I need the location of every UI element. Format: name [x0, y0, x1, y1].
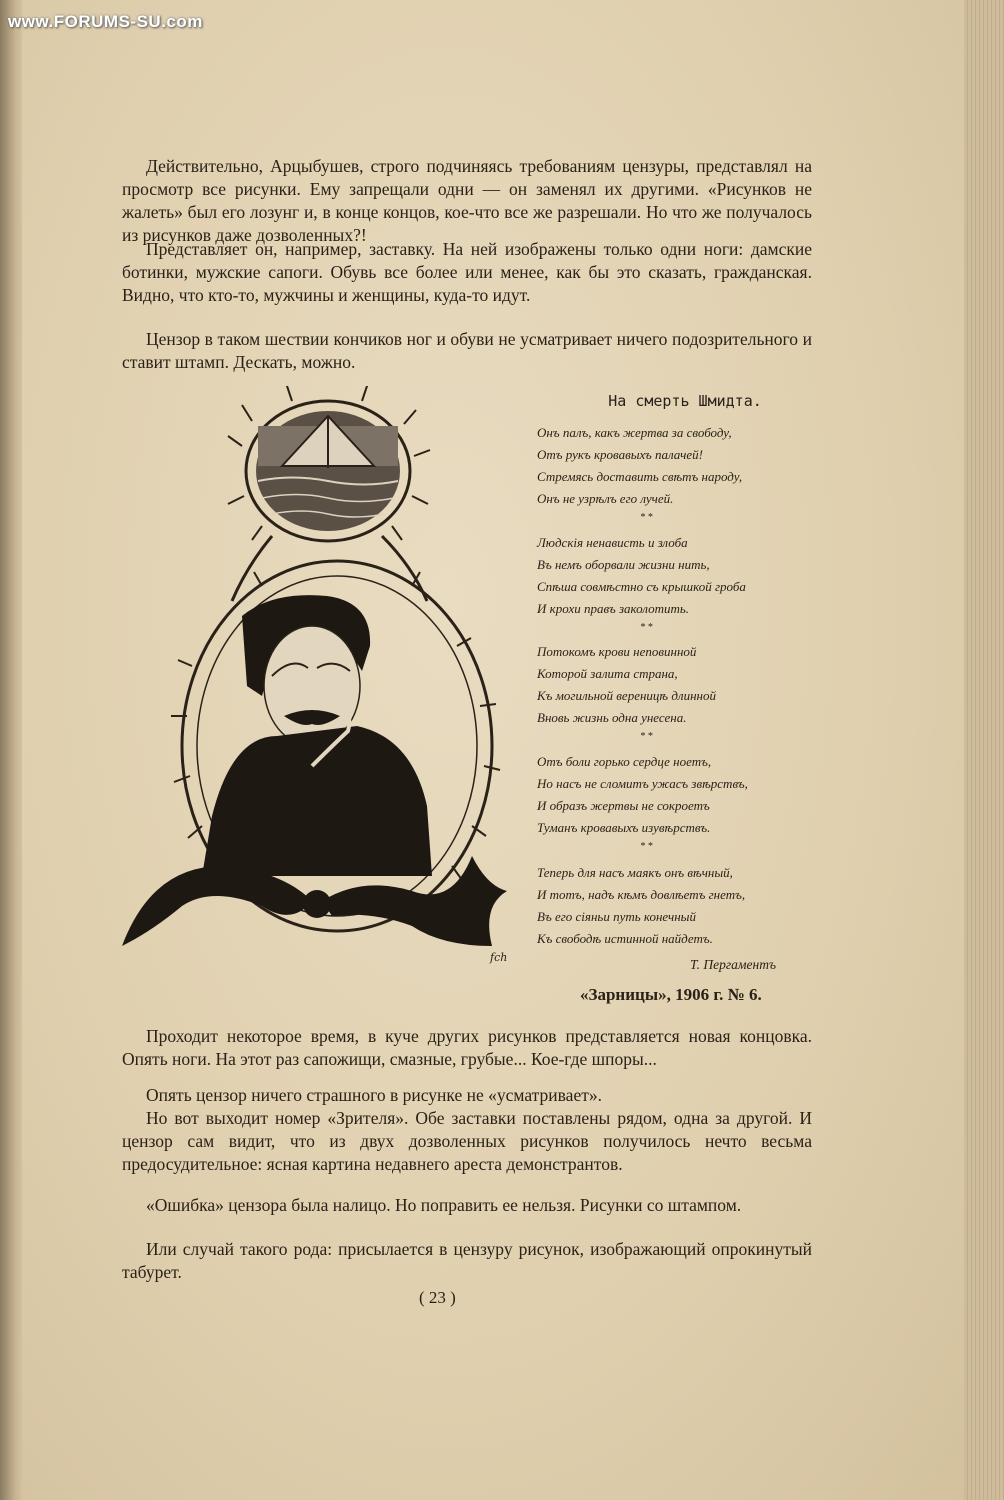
stanza-separator: * *: [640, 512, 653, 523]
poem-line: Отъ рукъ кровавыхъ палачей!: [537, 447, 703, 462]
poem-line: Туманъ кровавыхъ изувѣрствъ.: [537, 820, 711, 835]
poem-line: Теперь для насъ маякъ онъ вѣчный,: [537, 865, 733, 880]
poem-line: Которой залита страна,: [537, 666, 678, 681]
poem-line: Но насъ не сломитъ ужасъ звѣрствъ,: [537, 776, 748, 791]
poem-line: Въ его сіяньи путь конечный: [537, 909, 696, 924]
poem-stanza-1: [537, 422, 827, 510]
stanza-separator: * *: [640, 731, 653, 742]
ship-medallion: [228, 386, 430, 541]
stanza-separator: * *: [640, 841, 653, 852]
poem-line: Къ свободѣ истинной найдетъ.: [537, 931, 713, 946]
poem-line: Вновь жизнь одна унесена.: [537, 710, 687, 725]
poem-stanza-4: [537, 751, 827, 839]
paragraph-2: Представляет он, например, заставку. На ней изображены только одни ноги: дамские ботинки, мужские сапоги. Обувь все более или менее, как бы это сказать, гражданская. Видно, что кто-то, мужчины и женщины, куда-то идут.: [122, 239, 812, 305]
poem-line: Стремясь доставить свѣтъ народу,: [537, 469, 743, 484]
page-edges: [964, 0, 1004, 1500]
poem-title: На смерть Шмидта.: [608, 392, 762, 410]
site-watermark: www.FORUMS-SU.com: [8, 12, 203, 31]
poem-line: Потокомъ крови неповинной: [537, 644, 697, 659]
portrait-figure: [202, 595, 432, 876]
page-number: ( 23 ): [419, 1288, 456, 1307]
poem-line: И крохи правъ заколотить.: [537, 601, 690, 616]
poem-line: Людскія ненависть и злоба: [537, 535, 688, 550]
poem-stanza-2: [537, 532, 827, 620]
poem-line: И тотъ, надъ кѣмъ довлѣетъ гнетъ,: [537, 887, 746, 902]
stanza-separator: * *: [640, 622, 653, 633]
poem-line: Къ могильной вереницѣ длинной: [537, 688, 716, 703]
poem-line: Онъ палъ, какъ жертва за свободу,: [537, 425, 732, 440]
paragraph-1: Действительно, Арцыбушев, строго подчиняясь требованиям цензуры, представлял на просмотр все рисунки. Ему запрещали одни — он заменял их другими. «Рисунков не жалеть» был его лозунг и, в конце концов, кое-что все же разрешали. Но что же получалось из рисунков даже дозволенных?!: [122, 156, 812, 245]
paragraph-4: Проходит некоторое время, в куче других рисунков представляется новая концовка. Опять ноги. На этот раз сапожищи, смазные, грубые... Кое-где шпоры...: [122, 1026, 812, 1069]
paragraph-8: Или случай такого рода: присылается в цензуру рисунок, изображающий опрокинутый табурет.: [122, 1239, 812, 1282]
poem-author: Т. Пергаментъ: [690, 957, 776, 972]
poem-stanza-3: [537, 641, 827, 729]
paragraph-5: Опять цензор ничего страшного в рисунке не «усматривает».: [146, 1085, 602, 1105]
poem-line: Онъ не узрѣлъ его лучей.: [537, 491, 674, 506]
paragraph-7: «Ошибка» цензора была налицо. Но поправить ее нельзя. Рисунки со штампом.: [146, 1195, 742, 1215]
poem-stanza-5: [537, 862, 827, 950]
poem-line: Отъ боли горько сердце ноетъ,: [537, 754, 712, 769]
poem-line: Въ немъ оборвали жизни нить,: [537, 557, 710, 572]
paragraph-3: Цензор в таком шествии кончиков ног и обуви не усматривает ничего подозрительного и ставит штамп. Дескать, можно.: [122, 329, 812, 372]
source-citation: «Зарницы», 1906 г. № 6.: [580, 985, 762, 1004]
poem-line: Спѣша совмѣстно съ крышкой гроба: [537, 579, 746, 594]
paragraph-6: Но вот выходит номер «Зрителя». Обе заставки поставлены рядом, одна за другой. И цензор сам видит, что из двух дозволенных рисунков получилось нечто весьма предосудительное: ясная картина недавнего ареста демонстрантов.: [122, 1108, 812, 1174]
poem-line: И образъ жертвы не сокроетъ: [537, 798, 710, 813]
portrait-illustration: [112, 386, 522, 976]
artist-signature: fch: [490, 951, 508, 964]
